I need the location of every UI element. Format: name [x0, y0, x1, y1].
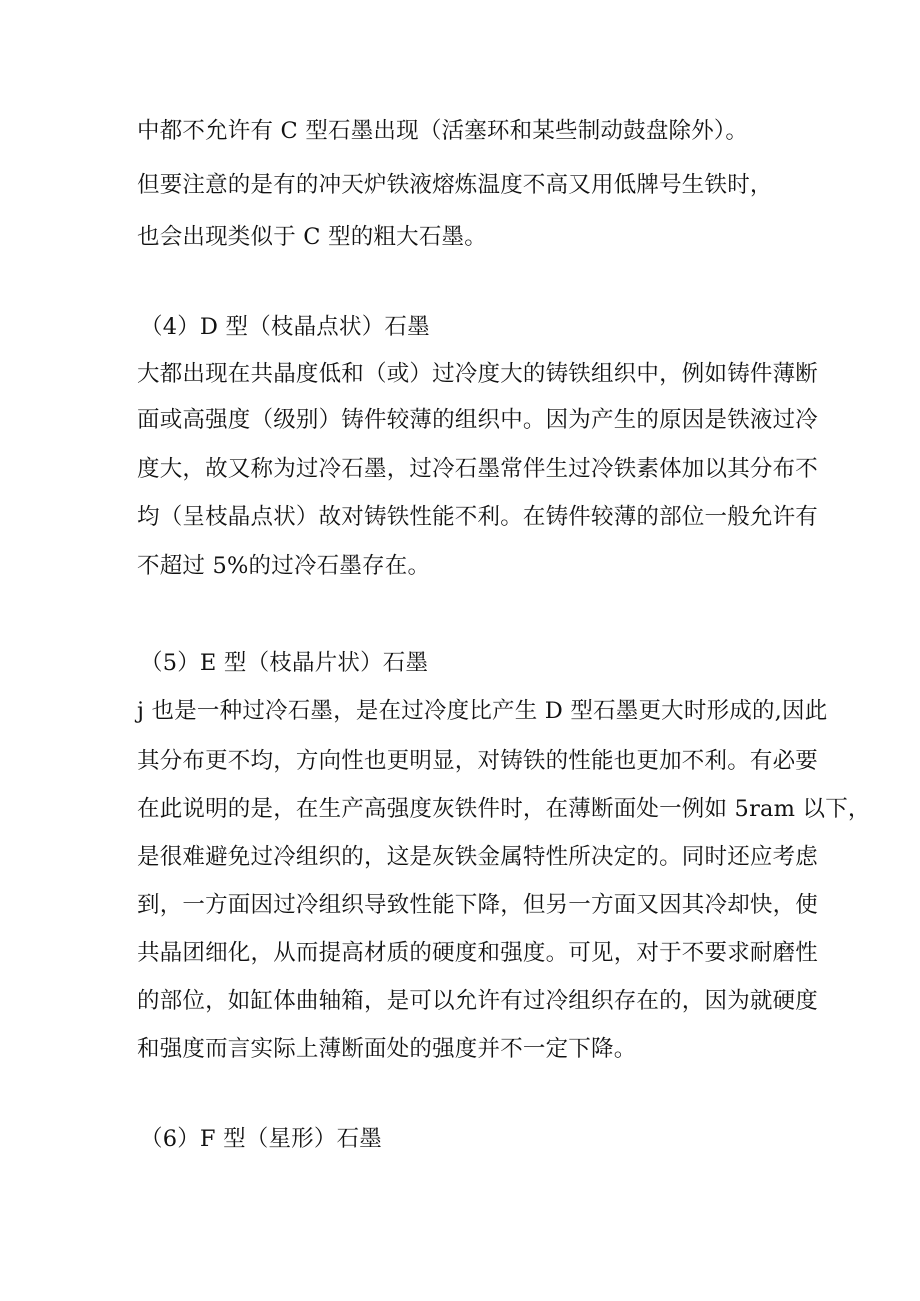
section-e-line-5: 到，一方面因过冷组织导致性能下降，但另一方面又因其冷却快，使 — [137, 892, 819, 918]
section-d-heading: （4）D 型（枝晶点状）石墨 — [140, 314, 430, 340]
section-e-line-8: 和强度而言实际上薄断面处的强度并不一定下降。 — [137, 1036, 637, 1062]
section-e-line-3: 在此说明的是，在生产高强度灰铁件时，在薄断面处一例如 5ram 以下， — [137, 796, 871, 822]
section-e-line-7: 的部位，如缸体曲轴箱，是可以允许有过冷组织存在的，因为就硬度 — [137, 988, 819, 1014]
section-e-heading: （5）E 型（枝晶片状）石墨 — [140, 650, 429, 676]
intro-line-1: 中都不允许有 C 型石墨出现（活塞环和某些制动鼓盘除外）。 — [137, 118, 749, 144]
section-d-line-4: 均（呈枝晶点状）故对铸铁性能不利。在铸件较薄的部位一般允许有 — [137, 504, 819, 530]
section-e-line-4: 是很难避免过冷组织的，这是灰铁金属特性所决定的。同时还应考虑 — [137, 844, 819, 870]
section-f-heading: （6）F 型（星形）石墨 — [140, 1126, 382, 1152]
section-e-line-1: j 也是一种过冷石墨，是在过冷度比产生 D 型石墨更大时形成的,因此 — [137, 698, 828, 724]
section-e-line-2: 其分布更不均，方向性也更明显，对铸铁的性能也更加不利。有必要 — [137, 748, 819, 774]
section-e-line-6: 共晶团细化，从而提高材质的硬度和强度。可见，对于不要求耐磨性 — [137, 940, 819, 966]
intro-line-3: 也会出现类似于 C 型的粗大石墨。 — [137, 224, 487, 250]
section-d-line-3: 度大，故又称为过冷石墨，过冷石墨常伴生过冷铁素体加以其分布不 — [137, 456, 819, 482]
section-d-line-1: 大都出现在共晶度低和（或）过冷度大的铸铁组织中，例如铸件薄断 — [137, 361, 819, 387]
section-d-line-2: 面或高强度（级别）铸件较薄的组织中。因为产生的原因是铁液过冷 — [137, 407, 819, 433]
intro-line-2: 但要注意的是有的冲天炉铁液熔炼温度不高又用低牌号生铁时， — [137, 172, 773, 198]
section-d-line-5: 不超过 5%的过冷石墨存在。 — [137, 553, 431, 579]
